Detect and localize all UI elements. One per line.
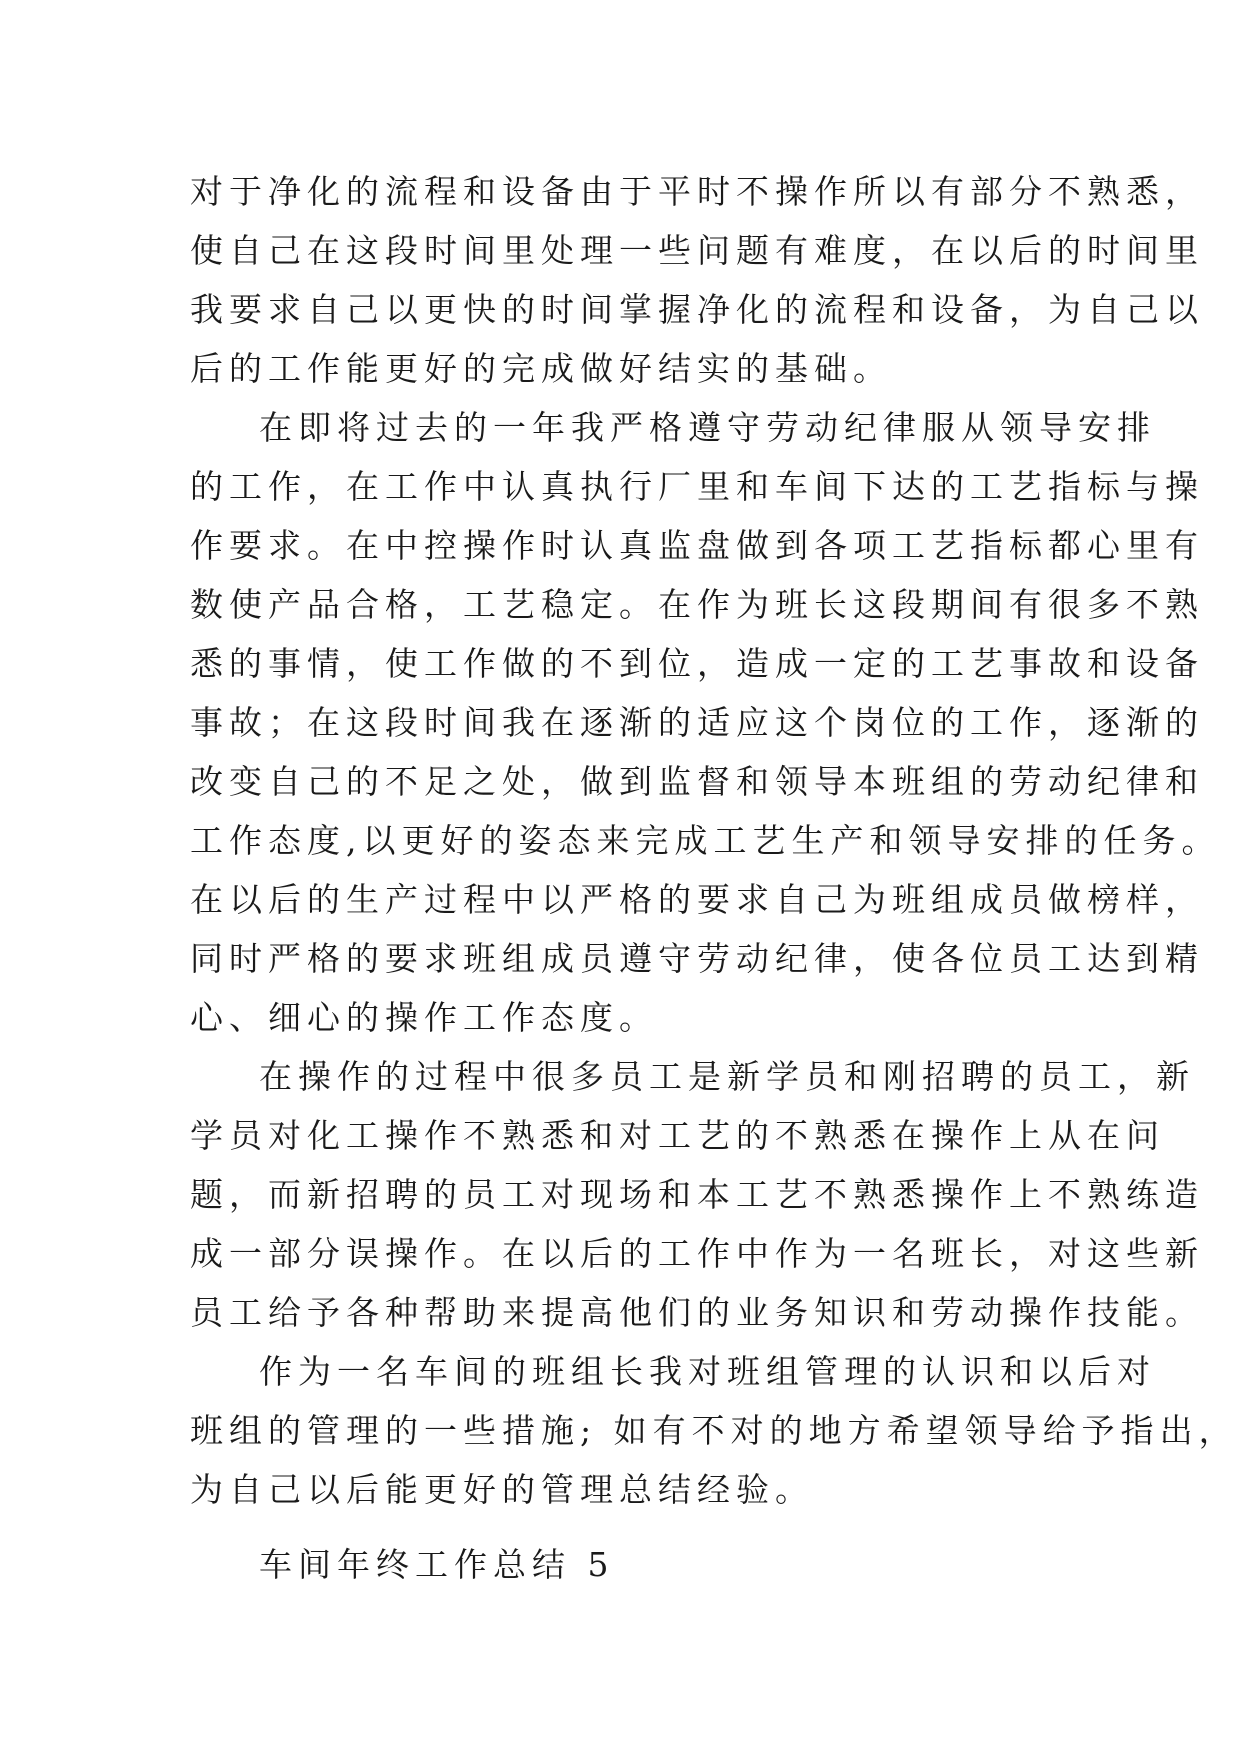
text-line: 数使产品合格，工艺稳定。在作为班长这段期间有很多不熟 bbox=[190, 585, 1204, 624]
text-line: 在操作的过程中很多员工是新学员和刚招聘的员工，新 bbox=[259, 1057, 1195, 1096]
text-line: 后的工作能更好的完成做好结实的基础。 bbox=[190, 349, 892, 388]
text-line: 题，而新招聘的员工对现场和本工艺不熟悉操作上不熟练造 bbox=[190, 1175, 1204, 1214]
text-line: 作要求。在中控操作时认真监盘做到各项工艺指标都心里有 bbox=[190, 526, 1204, 565]
text-line: 班组的管理的一些措施; 如有不对的地方希望领导给予指出， bbox=[190, 1411, 1238, 1450]
paragraph-4 bbox=[190, 1342, 1238, 1519]
text-line: 使自己在这段时间里处理一些问题有难度，在以后的时间里 bbox=[190, 231, 1204, 270]
text-line: 事故；在这段时间我在逐渐的适应这个岗位的工作，逐渐的 bbox=[190, 703, 1204, 742]
text-line: 员工给予各种帮助来提高他们的业务知识和劳动操作技能。 bbox=[190, 1293, 1204, 1332]
text-line: 改变自己的不足之处，做到监督和领导本班组的劳动纪律和 bbox=[190, 762, 1204, 801]
text-line: 的工作，在工作中认真执行厂里和车间下达的工艺指标与操 bbox=[190, 467, 1204, 506]
paragraph-1 bbox=[190, 162, 1204, 398]
text-line: 我要求自己以更快的时间掌握净化的流程和设备，为自己以 bbox=[190, 290, 1204, 329]
document-body bbox=[190, 162, 1238, 1594]
paragraph-3 bbox=[190, 1047, 1204, 1342]
text-line: 对于净化的流程和设备由于平时不操作所以有部分不熟悉， bbox=[190, 172, 1204, 211]
text-line: 同时严格的要求班组成员遵守劳动纪律，使各位员工达到精 bbox=[190, 939, 1204, 978]
text-line: 悉的事情，使工作做的不到位，造成一定的工艺事故和设备 bbox=[190, 644, 1204, 683]
text-line: 成一部分误操作。在以后的工作中作为一名班长，对这些新 bbox=[190, 1234, 1204, 1273]
text-line: 心、细心的操作工作态度。 bbox=[190, 998, 658, 1037]
text-line: 在以后的生产过程中以严格的要求自己为班组成员做榜样， bbox=[190, 880, 1204, 919]
text-line: 学员对化工操作不熟悉和对工艺的不熟悉在操作上从在问 bbox=[190, 1116, 1165, 1155]
text-line: 工作态度,以更好的姿态来完成工艺生产和领导安排的任务。 bbox=[190, 821, 1221, 860]
text-line: 作为一名车间的班组长我对班组管理的认识和以后对 bbox=[259, 1352, 1156, 1391]
text-line: 为自己以后能更好的管理总结经验。 bbox=[190, 1470, 814, 1509]
text-line: 在即将过去的一年我严格遵守劳动纪律服从领导安排 bbox=[259, 408, 1156, 447]
section-heading bbox=[190, 1519, 1070, 1594]
heading-text: 车间年终工作总结 5 bbox=[259, 1545, 615, 1584]
paragraph-2 bbox=[190, 398, 1221, 1047]
